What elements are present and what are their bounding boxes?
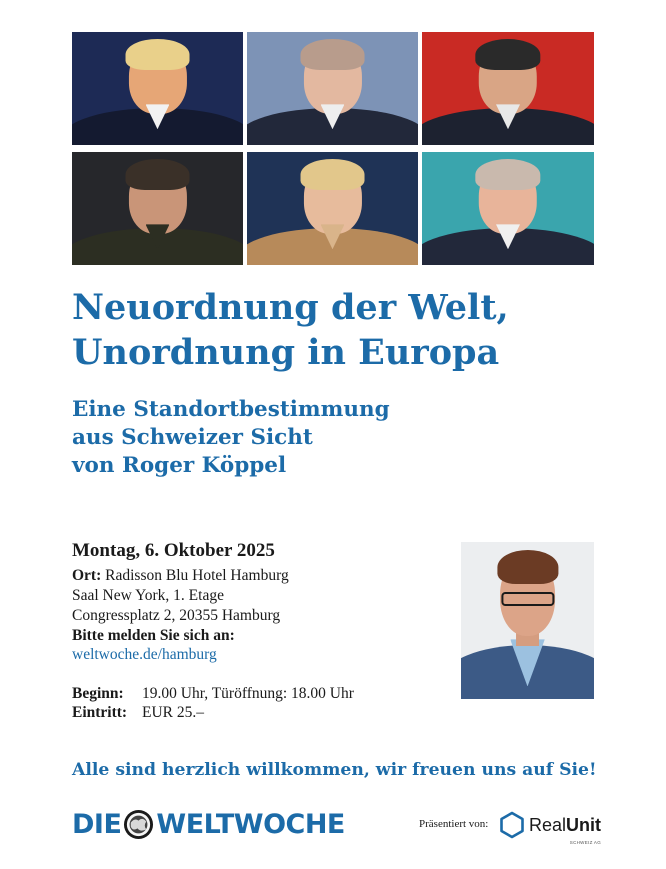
realunit-subline: SCHWEIZ AG — [569, 840, 602, 845]
headshot-photo — [72, 152, 243, 265]
venue-name-line — [72, 566, 289, 586]
start-time-row — [72, 685, 354, 703]
admission-fee-label: Eintritt: — [72, 704, 128, 721]
event-title — [72, 285, 632, 375]
start-time-value: 19.00 Uhr, Türöffnung: 18.00 Uhr — [142, 685, 354, 702]
realunit-wordmark — [529, 815, 602, 845]
event-subtitle-line: aus Schweizer Sicht — [72, 425, 313, 450]
event-title-line: Neuordnung der Welt, — [72, 287, 509, 328]
headshot-grid — [72, 32, 594, 265]
hexagon-icon — [499, 811, 525, 839]
venue-block — [72, 566, 289, 626]
welcome-message: Alle sind herzlich willkommen, wir freuen uns auf Sie! — [72, 760, 597, 780]
venue-label: Ort: — [72, 567, 102, 584]
headshot-photo — [72, 32, 243, 145]
realunit-word-real: Real — [529, 815, 567, 835]
globe-seal-icon — [123, 809, 154, 840]
presented-by-label: Präsentiert von: — [419, 818, 489, 830]
speaker-photo — [461, 542, 594, 699]
venue-address: Congressplatz 2, 20355 Hamburg — [72, 607, 281, 624]
register-prompt: Bitte melden Sie sich an: — [72, 627, 235, 644]
event-subtitle-line: Eine Standortbestimmung — [72, 397, 390, 422]
headshot-photo — [247, 32, 418, 145]
logo-word-die: DIE — [72, 808, 122, 840]
admission-fee-row — [72, 704, 204, 722]
event-subtitle-line: von Roger Köppel — [72, 453, 287, 478]
admission-fee-value: EUR 25.– — [142, 704, 204, 721]
venue-room: Saal New York, 1. Etage — [72, 587, 224, 604]
weltwoche-logo — [72, 806, 345, 842]
logo-word-weltwoche: WELTWOCHE — [156, 808, 345, 840]
start-time-label: Beginn: — [72, 685, 124, 702]
event-title-line: Unordnung in Europa — [72, 332, 500, 373]
realunit-word-unit: Unit — [566, 815, 602, 835]
register-link[interactable]: weltwoche.de/hamburg — [72, 646, 217, 663]
headshot-photo — [422, 32, 594, 145]
headshot-photo — [422, 152, 594, 265]
event-date: Montag, 6. Oktober 2025 — [72, 540, 275, 561]
venue-name: Radisson Blu Hotel Hamburg — [105, 567, 289, 584]
headshot-photo — [247, 152, 418, 265]
event-subtitle — [72, 396, 592, 480]
realunit-logo — [499, 810, 602, 845]
